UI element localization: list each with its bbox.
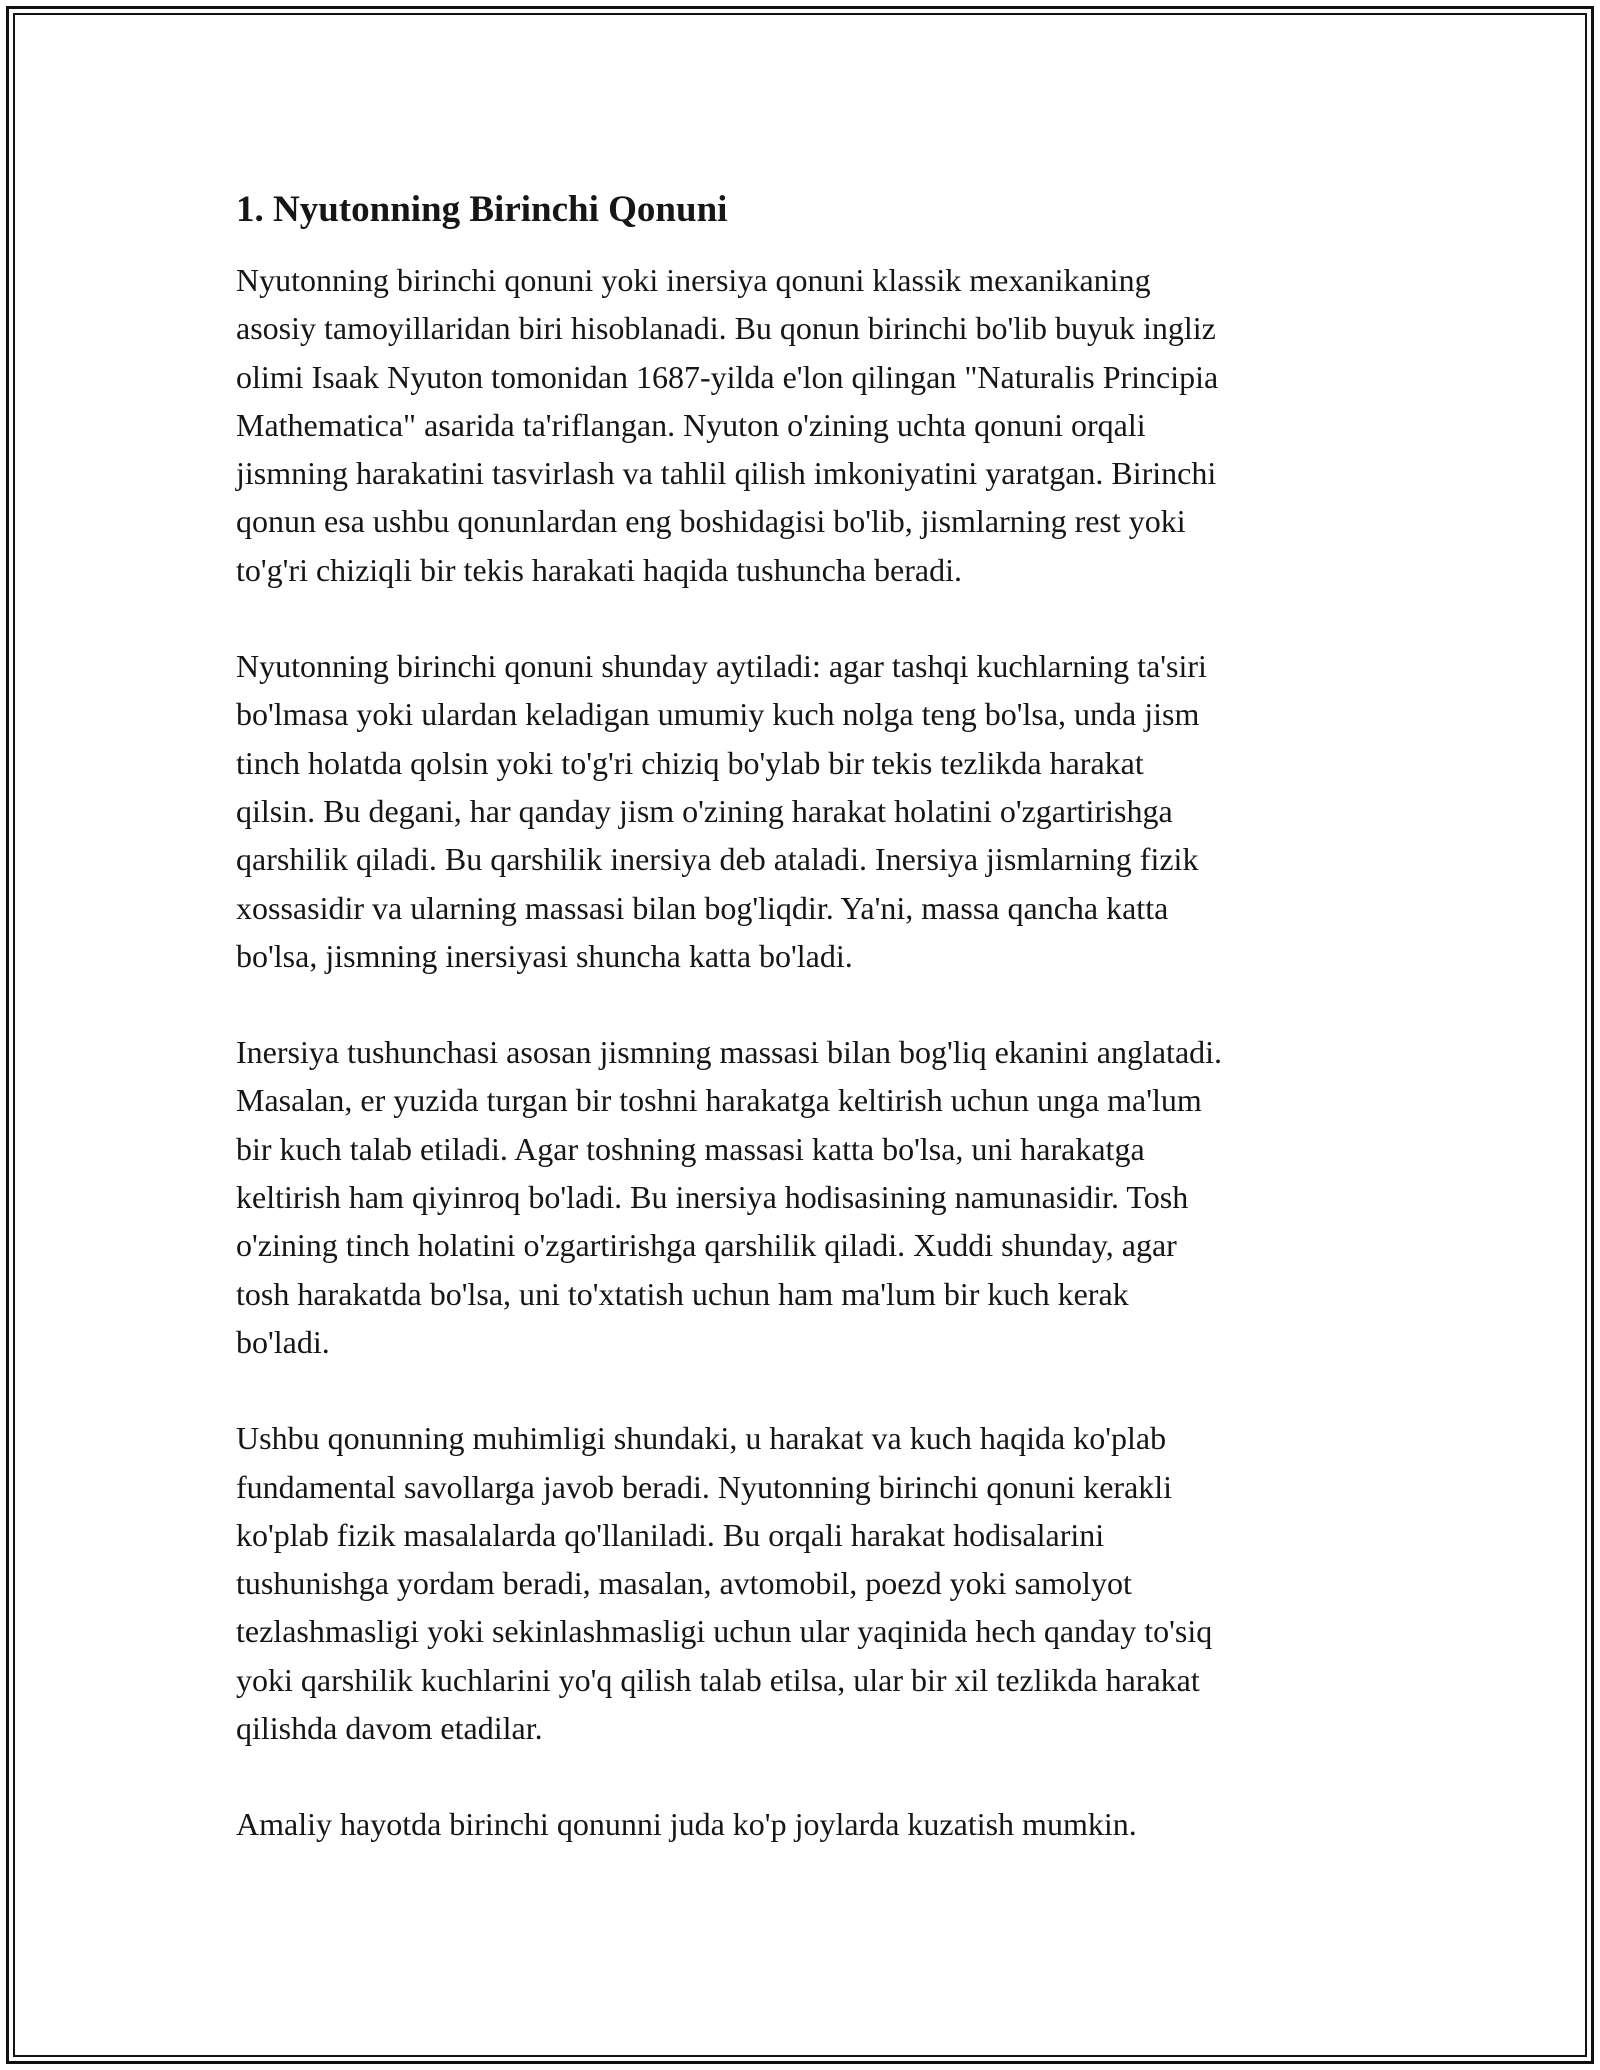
- section-heading: 1. Nyutonning Birinchi Qonuni: [236, 189, 728, 230]
- paragraph-1: [236, 256, 1376, 594]
- paragraph-line: qonun esa ushbu qonunlardan eng boshidagisi bo'lib, jismlarning rest yoki: [236, 503, 1186, 540]
- paragraph-line: qilishda davom etadilar.: [236, 1710, 543, 1747]
- paragraph-2: [236, 642, 1376, 980]
- paragraph-line: Nyutonning birinchi qonuni yoki inersiya qonuni klassik mexanikaning: [236, 262, 1151, 298]
- paragraph-line: Inersiya tushunchasi asosan jismning massasi bilan bog'liq ekanini anglatadi.: [236, 1034, 1223, 1071]
- paragraph-line: tosh harakatda bo'lsa, uni to'xtatish uchun ham ma'lum bir kuch kerak: [236, 1275, 1129, 1312]
- paragraph-line: xossasidir va ularning massasi bilan bog'liqdir. Ya'ni, massa qancha katta: [236, 889, 1169, 926]
- paragraph-3: [236, 1028, 1376, 1366]
- paragraph-5: [236, 1800, 1376, 1848]
- paragraph-4: [236, 1414, 1376, 1752]
- paragraph-line: olimi Isaak Nyuton tomonidan 1687-yilda e'lon qilingan "Naturalis Principia: [236, 358, 1219, 395]
- paragraph-line: ko'plab fizik masalalarda qo'llaniladi. Bu orqali harakat hodisalarini: [236, 1516, 1105, 1553]
- paragraph-line: to'g'ri chiziqli bir tekis harakati haqida tushuncha beradi.: [236, 551, 962, 588]
- paragraph-line: Nyutonning birinchi qonuni shunday aytiladi: agar tashqi kuchlarning ta'siri: [236, 648, 1207, 685]
- paragraph-line: bo'lmasa yoki ulardan keladigan umumiy kuch nolga teng bo'lsa, unda jism: [236, 696, 1200, 733]
- paragraph-line: Masalan, er yuzida turgan bir toshni harakatga keltirish uchun unga ma'lum: [236, 1082, 1202, 1119]
- paragraph-line: qilsin. Bu degani, har qanday jism o'zining harakat holatini o'zgartirishga: [236, 792, 1173, 829]
- paragraph-line: bo'ladi.: [236, 1323, 330, 1360]
- paragraph-line: qarshilik qiladi. Bu qarshilik inersiya deb ataladi. Inersiya jismlarning fizik: [236, 841, 1199, 878]
- paragraph-line: yoki qarshilik kuchlarini yo'q qilish talab etilsa, ular bir xil tezlikda harakat: [236, 1661, 1200, 1698]
- paragraph-line: fundamental savollarga javob beradi. Nyutonning birinchi qonuni kerakli: [236, 1468, 1173, 1505]
- paragraph-line: tezlashmasligi yoki sekinlashmasligi uchun ular yaqinida hech qanday to'siq: [236, 1613, 1213, 1650]
- paragraph-line: asosiy tamoyillaridan biri hisoblanadi. Bu qonun birinchi bo'lib buyuk ingliz: [236, 310, 1216, 347]
- paragraph-line: Mathematica" asarida ta'riflangan. Nyuton o'zining uchta qonuni orqali: [236, 406, 1146, 443]
- paragraph-line: o'zining tinch holatini o'zgartirishga qarshilik qiladi. Xuddi shunday, agar: [236, 1227, 1177, 1264]
- paragraph-line: Amaliy hayotda birinchi qonunni juda ko'p joylarda kuzatish mumkin.: [236, 1806, 1137, 1843]
- paragraph-line: tushunishga yordam beradi, masalan, avtomobil, poezd yoki samolyot: [236, 1565, 1132, 1602]
- paragraph-line: Ushbu qonunning muhimligi shundaki, u harakat va kuch haqida ko'plab: [236, 1420, 1167, 1457]
- paragraph-line: bir kuch talab etiladi. Agar toshning massasi katta bo'lsa, uni harakatga: [236, 1130, 1145, 1167]
- paragraph-line: keltirish ham qiyinroq bo'ladi. Bu inersiya hodisasining namunasidir. Tosh: [236, 1179, 1189, 1216]
- paragraph-line: jismning harakatini tasvirlash va tahlil qilish imkoniyatini yaratgan. Birinchi: [236, 455, 1217, 492]
- document-body: [236, 186, 1376, 1897]
- paragraph-line: bo'lsa, jismning inersiyasi shuncha katta bo'ladi.: [236, 937, 853, 974]
- paragraph-line: tinch holatda qolsin yoki to'g'ri chiziq bo'ylab bir tekis tezlikda harakat: [236, 744, 1144, 781]
